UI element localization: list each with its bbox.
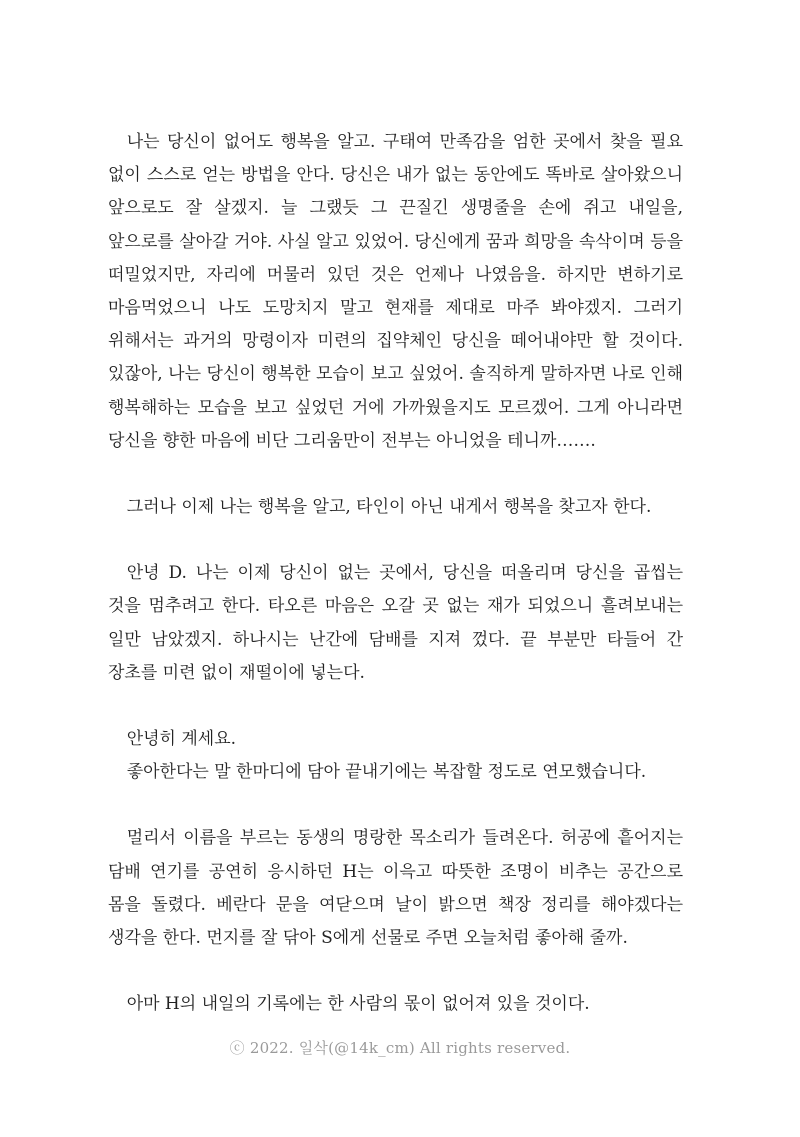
farewell-line-2: 좋아한다는 말 한마디에 담아 끝내기에는 복잡할 정도로 연모했습니다. [126,762,647,783]
paragraph-closing-2: 아마 H의 내일의 기록에는 한 사람의 몫이 없어져 있을 것이다. [126,994,590,1015]
copyright-footer: ⓒ 2022. 일삭(@14k_cm) All rights reserved. [229,1039,571,1057]
paragraph-3: 안녕 D. 나는 이제 당신이 없는 곳에서, 당신을 떠올리며 당신을 곱씹는 것을 멈추려고 한다. 타오른 마음은 오갈 곳 없는 재가 되었으니 흘려보내는 일만 남았겠지. 하나시는 난간에 담배를 지져 껐다. 끝 부분만 타들어 간 장초를 미련 없이 재떨이에 넣는다. [108,563,683,683]
paragraph-2: 그러나 이제 나는 행복을 알고, 타인이 아닌 내게서 행복을 찾고자 한다. [126,497,652,518]
paragraph-closing-1: 멀리서 이름을 부르는 동생의 명랑한 목소리가 들려온다. 허공에 흩어지는 담배 연기를 공연히 응시하던 H는 이윽고 따뜻한 조명이 비추는 공간으로 몸을 돌렸다. 베란다 문을 여닫으며 날이 밝으면 책장 정리를 해야겠다는 생각을 한다. 먼지를 잘 닦아 S에게 선물로 주면 오늘처럼 좋아해 줄까. [108,828,683,949]
farewell-line-1: 안녕히 계세요. [126,729,237,750]
document-body [108,126,683,1054]
paragraph-1: 나는 당신이 없어도 행복을 알고. 구태여 만족감을 엄한 곳에서 찾을 필요 없이 스스로 얻는 방법을 안다. 당신은 내가 없는 동안에도 똑바로 살아왔으니 앞으로도 잘 살겠지. 늘 그랬듯 그 끈질긴 생명줄을 손에 쥐고 내일을, 앞으로를 살아갈 거야. 사실 알고 있었어. 당신에게 꿈과 희망을 속삭이며 등을 떠밀었지만, 자리에 머물러 있던 것은 언제나 나였음을. 하지만 변하기로 마음먹었으니 나도 도망치지 말고 현재를 제대로 마주 봐야겠지. 그러기 위해서는 과거의 망령이자 미련의 집약체인 당신을 떼어내야만 할 것이다. 있잖아, 나는 당신이 행복한 모습이 보고 싶었어. 솔직하게 말하자면 나로 인해 행복해하는 모습을 보고 싶었던 거에 가까웠을지도 모르겠어. 그게 아니라면 당신을 향한 마음에 비단 그리움만이 전부는 아니었을 테니까……. [108,132,683,451]
